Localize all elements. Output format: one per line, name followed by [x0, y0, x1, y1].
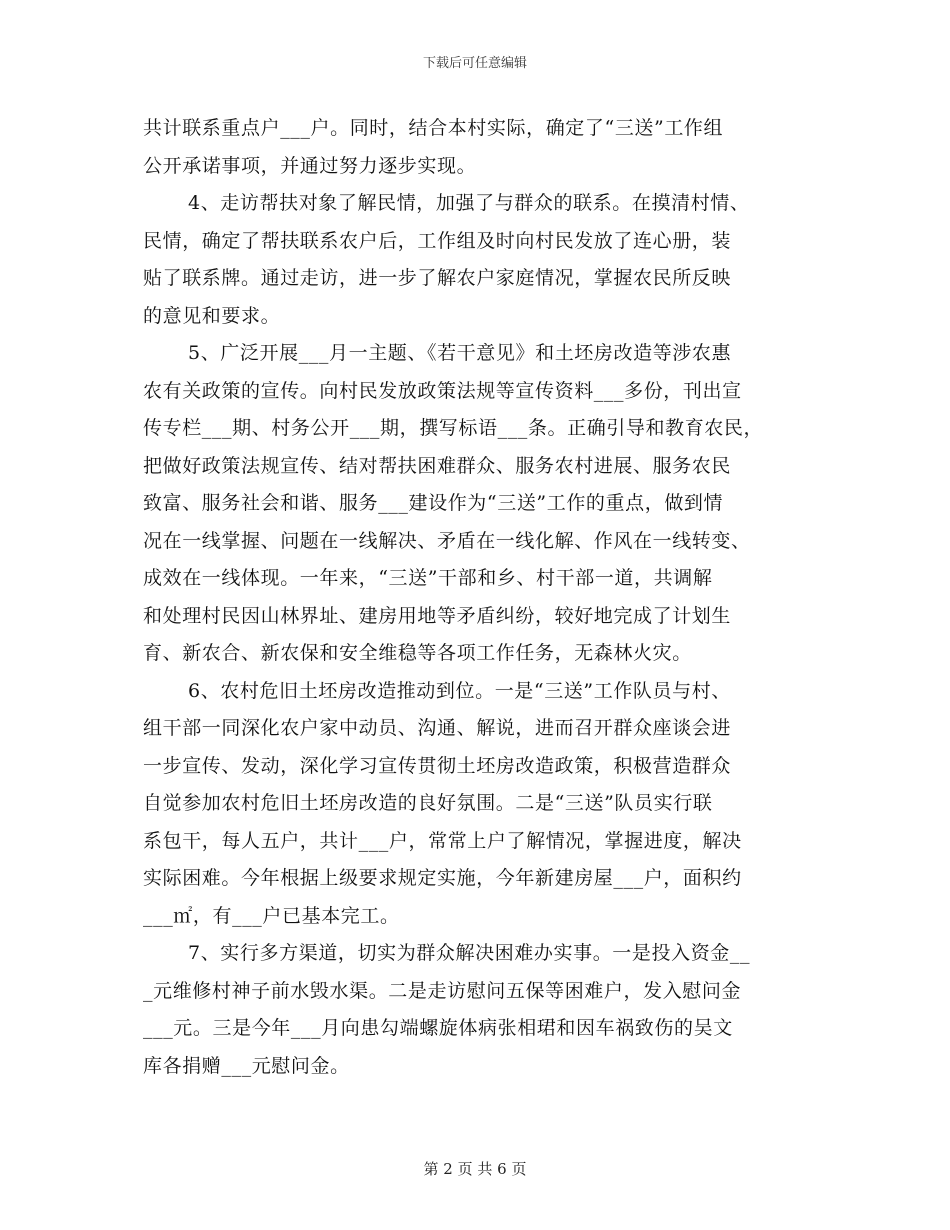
text-line: 的意见和要求。 [143, 304, 281, 327]
text-line: 系包干，每人五户，共计___户，常常上户了解情况，掌握进度，解决 [143, 829, 742, 852]
text-line: 4、走访帮扶对象了解民情，加强了与群众的联系。在摸清村情、 [188, 192, 750, 214]
text-line: 库各捐赠___元慰问金。 [143, 1054, 350, 1077]
paragraph-item-4 [143, 185, 815, 335]
text-line: ___㎡，有___户已基本完工。 [143, 904, 400, 927]
page-footer: 第 2 页 共 6 页 [423, 1160, 527, 1178]
paragraph-item-6 [143, 673, 815, 936]
text-line: 实际困难。今年根据上级要求规定实施，今年新建房屋___户，面积约 [143, 867, 742, 889]
text-line: 育、新农合、新农保和安全维稳等各项工作任务，无森林火灾。 [143, 642, 692, 664]
text-line: 传专栏___期、村务公开___期，撰写标语___条。正确引导和教育农民， [143, 417, 764, 439]
paragraph-item-5 [143, 335, 815, 673]
text-line: 民情，确定了帮扶联系农户后，工作组及时向村民发放了连心册，装 [143, 229, 732, 252]
text-line: 7、实行多方渠道，切实为群众解决困难办实事。一是投入资金__ [188, 942, 751, 964]
text-line: 贴了联系牌。通过走访，进一步了解农户家庭情况，掌握农民所反映 [143, 267, 732, 289]
text-line: 一步宣传、发动，深化学习宣传贯彻土坯房改造政策，积极营造群众 [143, 754, 732, 777]
text-line: 把做好政策法规宣传、结对帮扶困难群众、服务农村进展、服务农民 [143, 454, 732, 477]
text-line: 成效在一线体现。一年来，“三送”干部和乡、村干部一道，共调解 [143, 567, 713, 589]
text-line: 组干部一同深化农户家中动员、沟通、解说，进而召开群众座谈会进 [143, 717, 732, 739]
text-line: 况在一线掌握、问题在一线解决、矛盾在一线化解、作风在一线转变、 [143, 529, 751, 552]
document-body [143, 110, 815, 1085]
paragraph-item-7 [143, 935, 815, 1085]
text-line: 共计联系重点户___户。同时，结合本村实际，确定了“三送”工作组 [143, 117, 724, 139]
text-line: 和处理村民因山林界址、建房用地等矛盾纠纷，较好地完成了计划生 [143, 604, 732, 627]
paragraph-continuation [143, 110, 815, 185]
text-line: 5、广泛开展___月一主题、《若干意见》和土坯房改造等涉农惠 [188, 342, 732, 364]
text-line: 6、农村危旧土坯房改造推动到位。一是“三送”工作队员与村、 [188, 679, 731, 702]
text-line: 自觉参加农村危旧土坯房改造的良好氛围。二是“三送”队员实行联 [143, 792, 713, 814]
text-line: 致富、服务社会和谐、服务___建设作为“三送”工作的重点，做到情 [143, 492, 724, 514]
text-line: _元维修村神子前水毁水渠。二是走访慰问五保等困难户，发入慰问金 [143, 979, 742, 1002]
text-line: ___元。三是今年___月向患勾端螺旋体病张相珺和因车祸致伤的吴文 [143, 1017, 733, 1039]
text-line: 公开承诺事项，并通过努力逐步实现。 [143, 154, 477, 177]
text-line: 农有关政策的宣传。向村民发放政策法规等宣传资料___多份，刊出宣 [143, 379, 742, 402]
page-header: 下载后可任意编辑 [422, 56, 527, 71]
